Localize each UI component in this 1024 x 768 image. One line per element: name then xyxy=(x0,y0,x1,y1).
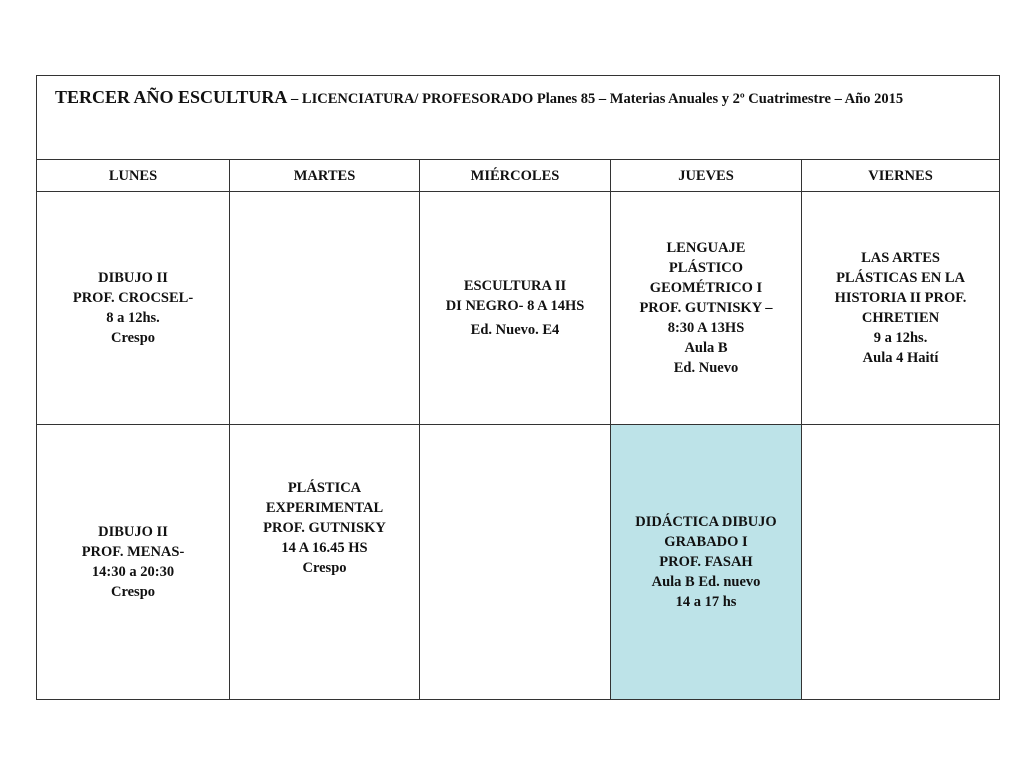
cell-jueves-afternoon xyxy=(611,425,802,700)
day-header-martes: MARTES xyxy=(230,160,420,192)
cell-line: 8 a 12hs. xyxy=(106,310,160,326)
afternoon-row xyxy=(37,425,1000,700)
cell-line: DIBUJO II xyxy=(98,270,168,286)
cell-line: ESCULTURA II xyxy=(463,278,567,294)
title-subtitle: – LICENCIATURA/ PROFESORADO xyxy=(287,91,534,107)
cell-line: 14:30 a 20:30 xyxy=(91,564,175,580)
cell-viernes-morning xyxy=(802,192,1000,425)
cell-line: PLÁSTICO xyxy=(668,260,744,276)
day-header-miercoles: MIÉRCOLES xyxy=(420,160,611,192)
cell-line: PROF. MENAS- xyxy=(81,544,185,560)
cell-line: GRABADO I xyxy=(664,534,748,550)
cell-line: PROF. GUTNISKY – xyxy=(639,300,773,316)
cell-line: HISTORIA II PROF. xyxy=(834,290,967,306)
cell-line: 14 a 17 hs xyxy=(675,594,737,610)
cell-line: 8:30 A 13HS xyxy=(667,320,745,336)
cell-line: PROF. CROCSEL- xyxy=(72,290,194,306)
cell-line: LENGUAJE xyxy=(666,240,746,256)
cell-martes-afternoon xyxy=(230,425,420,700)
cell-line: LAS ARTES xyxy=(861,250,940,266)
cell-line: GEOMÉTRICO I xyxy=(649,280,763,296)
title-main: TERCER AÑO ESCULTURA xyxy=(55,87,288,107)
cell-line: Aula B Ed. nuevo xyxy=(651,574,761,590)
schedule-table xyxy=(36,75,1000,700)
day-header-jueves: JUEVES xyxy=(611,160,802,192)
cell-line: Crespo xyxy=(302,560,347,576)
cell-line: DI NEGRO- 8 A 14HS xyxy=(445,298,585,314)
cell-line: DIBUJO II xyxy=(98,524,168,540)
cell-line: PROF. GUTNISKY xyxy=(263,520,386,536)
cell-line: Crespo xyxy=(110,330,156,346)
title-details: Planes 85 – Materias Anuales y 2º Cuatrimestre – Año 2015 xyxy=(533,91,904,107)
cell-line: 14 A 16.45 HS xyxy=(281,540,368,556)
cell-line: Aula 4 Haití xyxy=(862,350,939,366)
cell-martes-morning xyxy=(230,192,420,425)
cell-lunes-morning xyxy=(37,192,230,425)
cell-jueves-morning xyxy=(611,192,802,425)
cell-line: DIDÁCTICA DIBUJO xyxy=(635,514,777,530)
title-row xyxy=(37,76,1000,160)
cell-viernes-afternoon xyxy=(802,425,1000,700)
cell-line: Ed. Nuevo. E4 xyxy=(470,322,560,338)
morning-row xyxy=(37,192,1000,425)
day-header-viernes: VIERNES xyxy=(802,160,1000,192)
cell-line: Crespo xyxy=(110,584,156,600)
day-header-row xyxy=(37,160,1000,192)
cell-line: Ed. Nuevo xyxy=(673,360,739,376)
cell-line: EXPERIMENTAL xyxy=(265,500,384,516)
cell-miercoles-afternoon xyxy=(420,425,611,700)
cell-line: CHRETIEN xyxy=(861,310,940,326)
cell-line: PROF. FASAH xyxy=(659,554,753,570)
cell-line: PLÁSTICA xyxy=(287,480,362,496)
cell-line: PLÁSTICAS EN LA xyxy=(836,270,965,286)
cell-lunes-afternoon xyxy=(37,425,230,700)
page-title xyxy=(37,76,1000,160)
cell-line: Aula B xyxy=(684,340,728,356)
cell-line: 9 a 12hs. xyxy=(873,330,928,346)
day-header-lunes: LUNES xyxy=(37,160,230,192)
cell-miercoles-morning xyxy=(420,192,611,425)
